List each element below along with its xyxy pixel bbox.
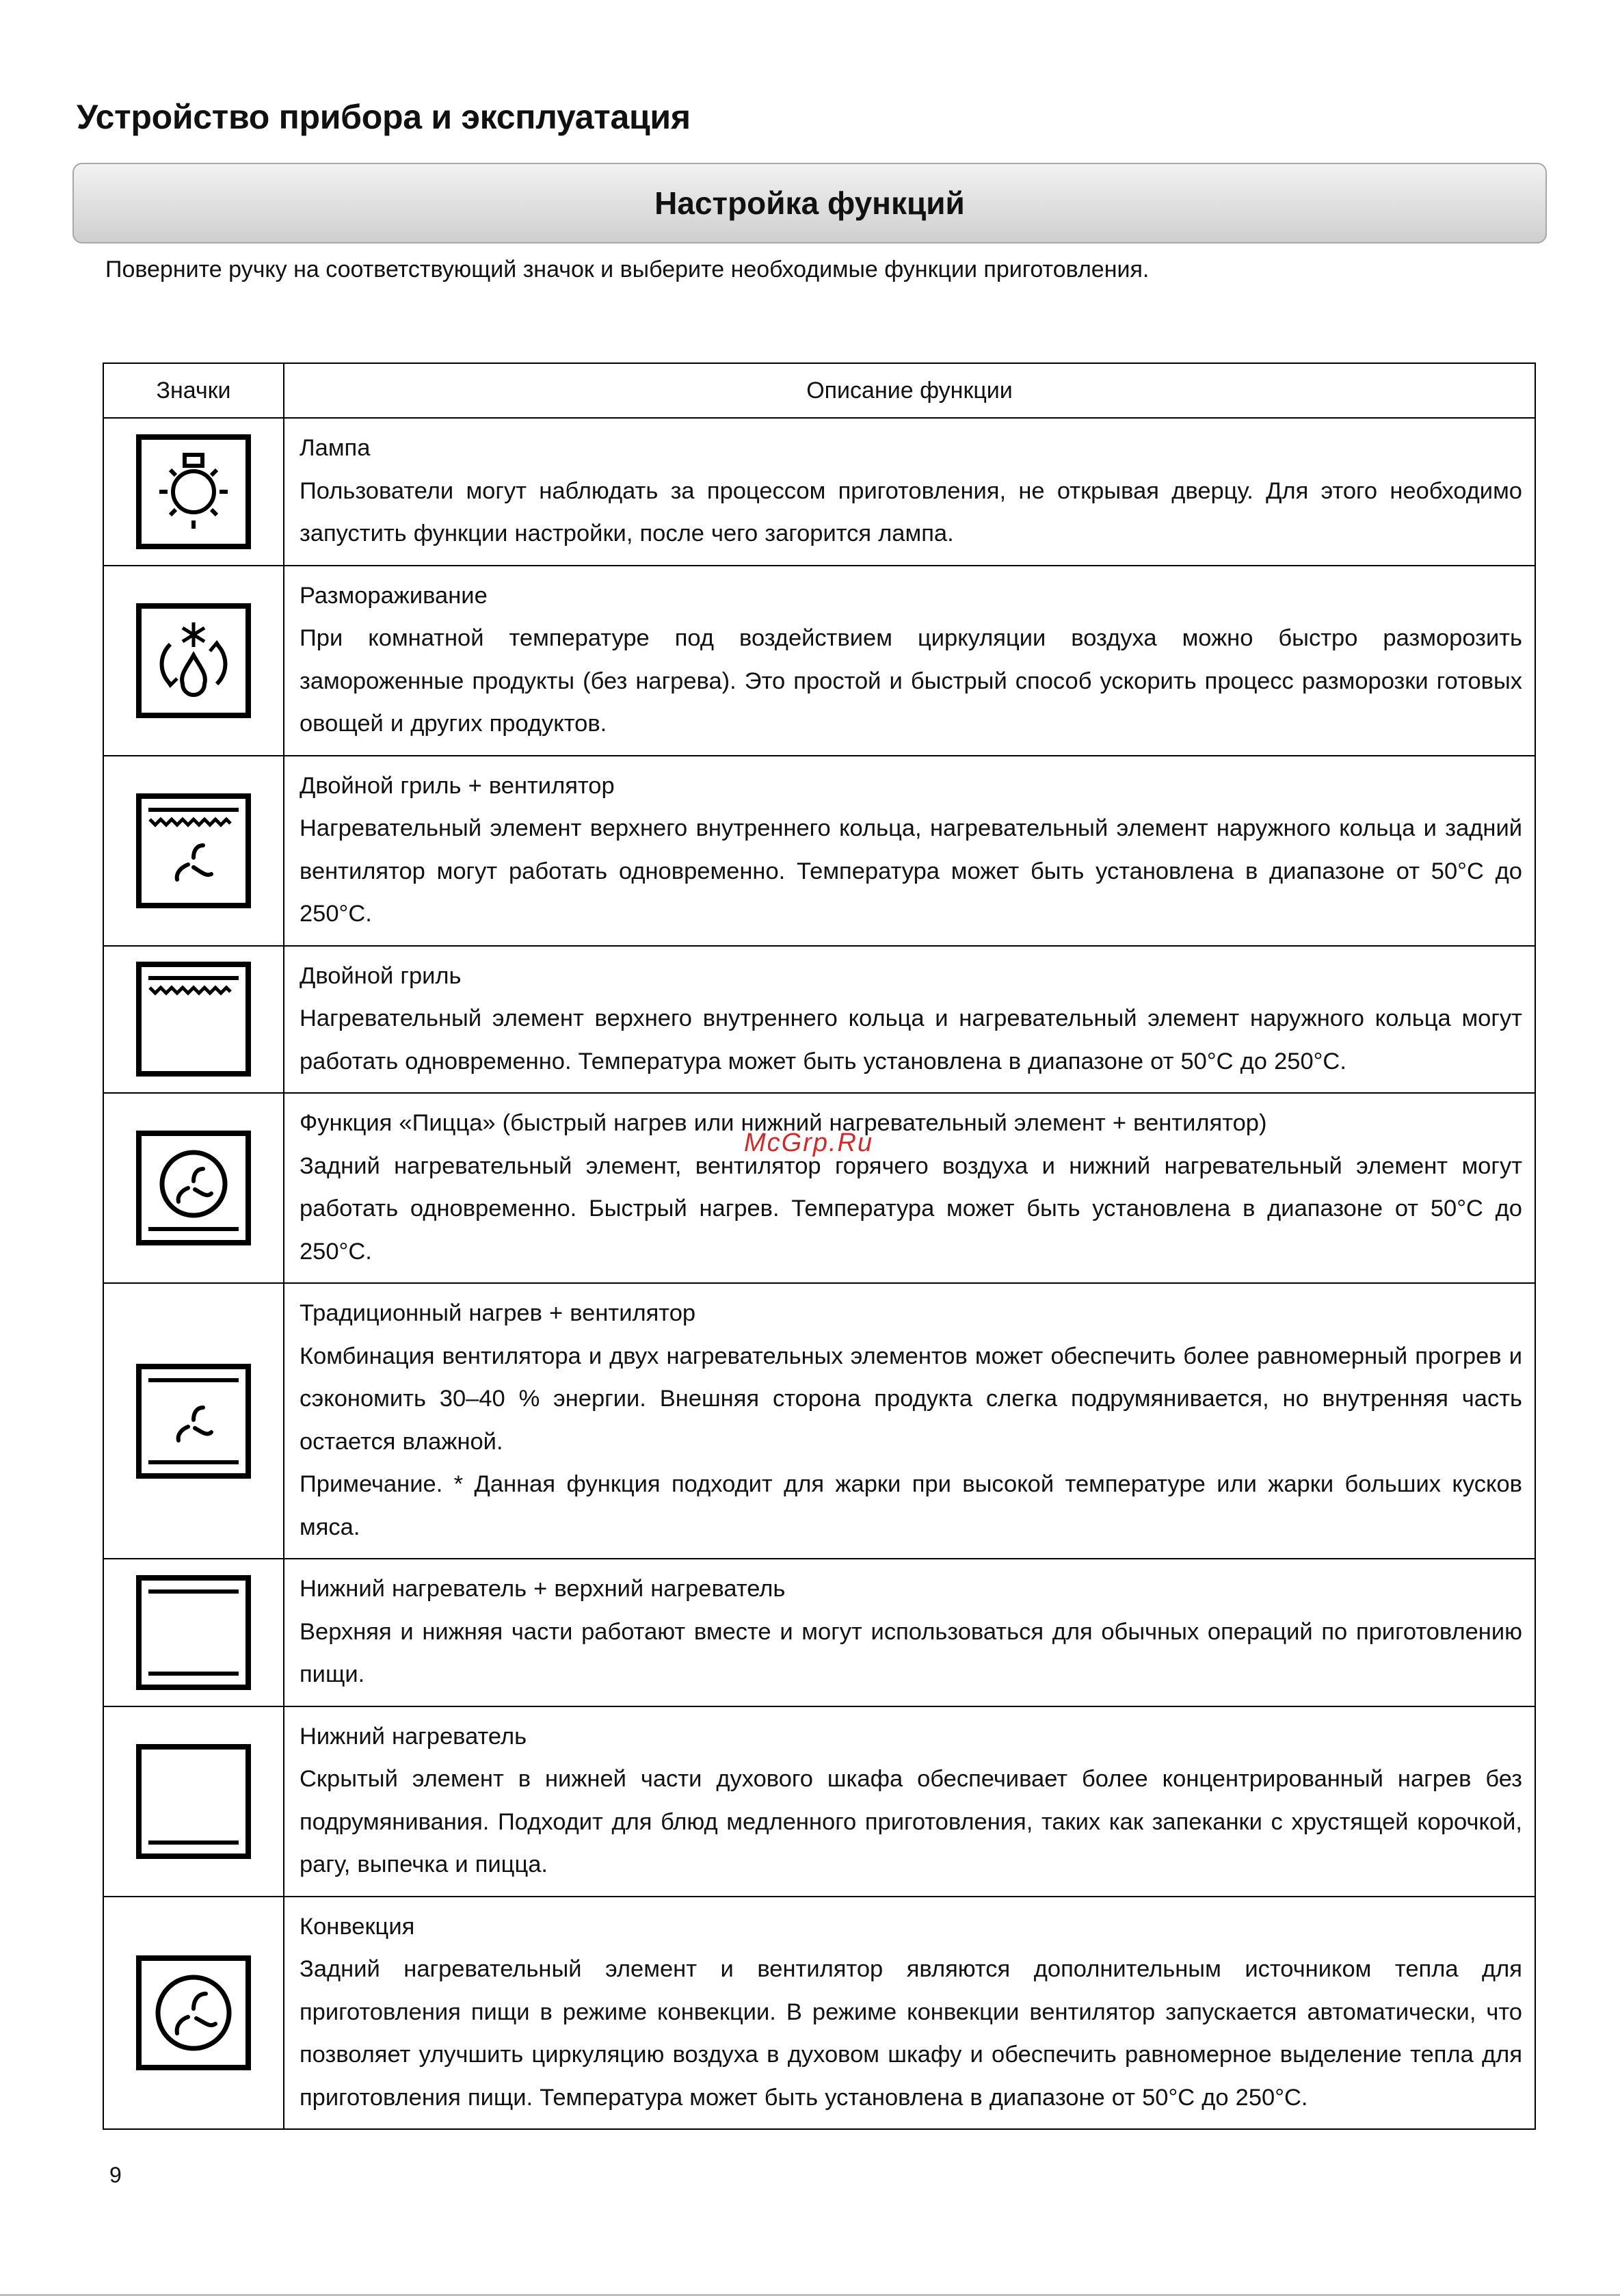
- function-description: Скрытый элемент в нижней части духового шкафа обеспечивает более концентрированный нагрев без подрумянивания. Подходит для блюд медленного приготовления, таких как запеканки с хрустящей корочкой, рагу, выпечка и пицца.: [300, 1766, 1522, 1877]
- description-cell: [284, 946, 1535, 1094]
- page-title: Устройство прибора и эксплуатация: [77, 98, 691, 136]
- defrost-icon: [135, 602, 252, 720]
- function-note: Примечание. * Данная функция подходит для жарки при высокой температуре или жарки больших кусков мяса.: [300, 1471, 1522, 1540]
- function-description: Верхняя и нижняя части работают вместе и могут использоваться для обычных операций по приготовлению пищи.: [300, 1618, 1522, 1687]
- table-row: [103, 1706, 1535, 1897]
- icon-cell: [103, 946, 284, 1094]
- icon-cell: [103, 1706, 284, 1897]
- functions-table: [103, 362, 1536, 2130]
- function-description: Задний нагревательный элемент, вентилятор горячего воздуха и нижний нагревательный элемент могут работать одновременно. Быстрый нагрев. Температура может быть установлена в диапазоне от 50°С до 250°С.: [300, 1152, 1522, 1265]
- function-description: Пользователи могут наблюдать за процессом приготовления, не открывая дверцу. Для этого необходимо запустить функции настройки, после чего загорится лампа.: [300, 477, 1522, 546]
- function-title: Двойной гриль: [300, 962, 462, 989]
- description-cell: [284, 1283, 1535, 1559]
- description-cell: [284, 1559, 1535, 1706]
- icon-cell: [103, 1093, 284, 1283]
- convection-icon: [135, 1954, 252, 2072]
- description-cell: [284, 418, 1535, 566]
- table-row: [103, 1093, 1535, 1283]
- description-cell: [284, 756, 1535, 946]
- icon-cell: [103, 418, 284, 566]
- icon-cell: [103, 566, 284, 756]
- function-title: Конвекция: [300, 1913, 415, 1940]
- function-title: Нижний нагреватель + верхний нагреватель: [300, 1576, 786, 1602]
- function-description: Комбинация вентилятора и двух нагревательных элементов может обеспечить более равномерный прогрев и сэкономить 30–40 % энергии. Внешняя сторона продукта слегка подрумянивается, но внутренняя часть остается влажной.: [300, 1343, 1522, 1455]
- function-description: При комнатной температуре под воздействием циркуляции воздуха можно быстро разморозить замороженные продукты (без нагрева). Это простой и быстрый способ ускорить процесс разморозки готовых овощей и других продуктов.: [300, 625, 1522, 737]
- table-row: [103, 1283, 1535, 1559]
- section-banner: [72, 163, 1547, 243]
- description-cell: [284, 1093, 1535, 1283]
- description-cell: [284, 566, 1535, 756]
- table-row: [103, 566, 1535, 756]
- table-row: [103, 418, 1535, 566]
- bottom-heater-icon: [135, 1743, 252, 1860]
- description-cell: [284, 1706, 1535, 1897]
- icon-cell: [103, 1897, 284, 2130]
- table-header-row: [103, 363, 1535, 418]
- section-title: Настройка функций: [654, 185, 965, 221]
- table-row: [103, 1897, 1535, 2130]
- description-column-header: Описание функции: [284, 363, 1535, 418]
- double-grill-icon: [135, 960, 252, 1078]
- conventional-fan-icon: [135, 1362, 252, 1480]
- description-cell: [284, 1897, 1535, 2130]
- page-number: 9: [109, 2163, 122, 2187]
- pizza-function-icon: [135, 1129, 252, 1247]
- function-title: Размораживание: [300, 582, 488, 609]
- intro-text: Поверните ручку на соответствующий значок и выберите необходимые функции приготовления.: [105, 256, 1150, 282]
- lamp-icon: [135, 433, 252, 551]
- icon-cell: [103, 756, 284, 946]
- icons-column-header: Значки: [103, 363, 284, 418]
- function-description: Нагревательный элемент верхнего внутреннего кольца, нагревательный элемент наружного кольца и задний вентилятор могут работать одновременно. Температура может быть установлена в диапазоне от 50°С до 250°С.: [300, 815, 1522, 927]
- function-title: Лампа: [300, 435, 371, 461]
- top-bottom-heater-icon: [135, 1574, 252, 1691]
- double-grill-fan-icon: [135, 792, 252, 910]
- function-description: Нагревательный элемент верхнего внутреннего кольца и нагревательный элемент наружного кольца могут работать одновременно. Температура может быть установлена в диапазоне от 50°С до 250°С.: [300, 1005, 1522, 1074]
- function-title: Нижний нагреватель: [300, 1723, 527, 1750]
- table-row: [103, 946, 1535, 1094]
- icon-cell: [103, 1559, 284, 1706]
- table-row: [103, 756, 1535, 946]
- icon-cell: [103, 1283, 284, 1559]
- watermark: McGrp.Ru: [744, 1129, 874, 1157]
- table-row: [103, 1559, 1535, 1706]
- function-title: Двойной гриль + вентилятор: [300, 772, 615, 799]
- function-title: Традиционный нагрев + вентилятор: [300, 1300, 696, 1326]
- function-description: Задний нагревательный элемент и вентилятор являются дополнительным источником тепла для приготовления пищи в режиме конвекции. В режиме конвекции вентилятор запускается автоматически, что позволяет улучшить циркуляцию воздуха в духовом шкафу и обеспечить равномерное выделение тепла для приготовления пищи. Температура может быть установлена в диапазоне от 50°С до 250°С.: [300, 1956, 1522, 2111]
- function-title: Функция «Пицца» (быстрый нагрев или нижний нагревательный элемент + вентилятор): [300, 1110, 1267, 1136]
